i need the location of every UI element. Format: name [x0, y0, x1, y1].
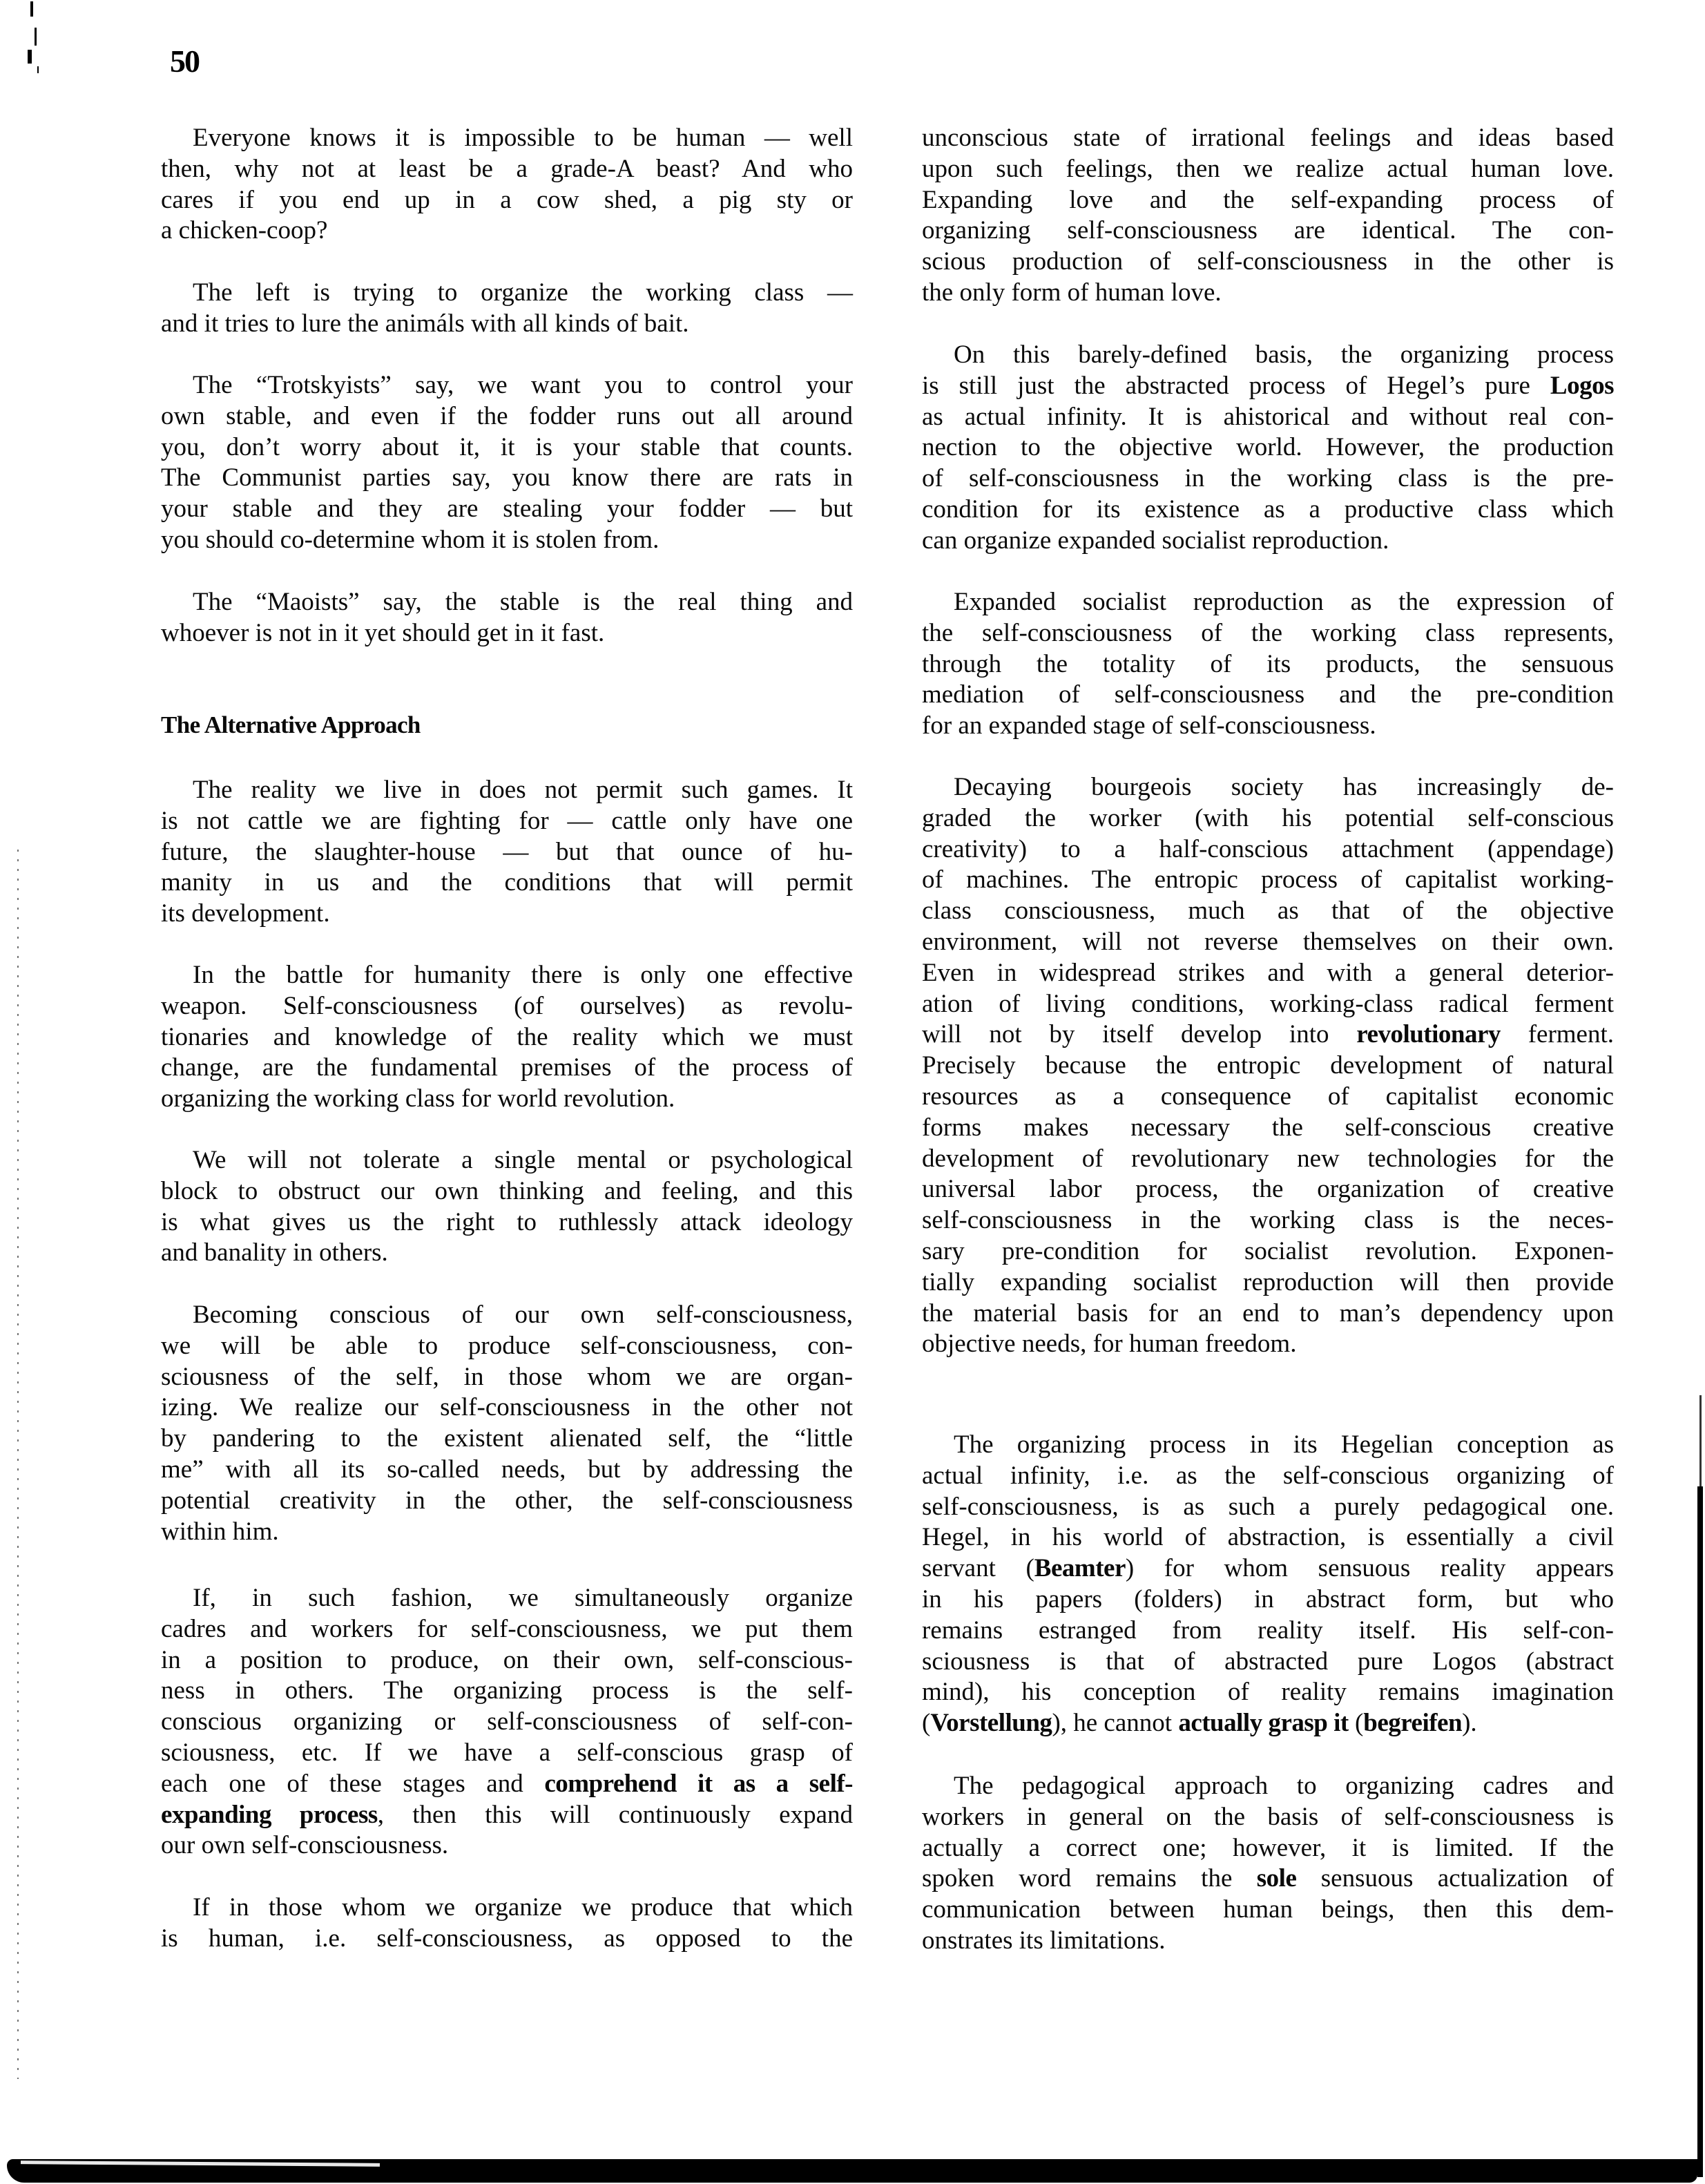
- text-line: [161, 1676, 853, 1707]
- text-line: [922, 1677, 1614, 1708]
- text-line: [922, 1051, 1614, 1082]
- text-run: The pedagogical approach to organizing cadres and: [954, 1772, 1614, 1800]
- bold-text: Logos: [1550, 371, 1614, 400]
- text-line: [161, 1331, 853, 1362]
- text-run: our own self-consciousness.: [161, 1831, 449, 1860]
- paragraph: [161, 1893, 853, 1955]
- scan-right-edge: [1697, 1486, 1703, 2177]
- text-line: [161, 618, 853, 649]
- text-line: [161, 1769, 853, 1800]
- text-run: sciousness of the self, in those whom we are organ-: [161, 1362, 853, 1391]
- text-line: [161, 775, 853, 806]
- text-run: remains estranged from reality itself. His self-con-: [922, 1616, 1614, 1645]
- text-run: organizing self-consciousness are identical. The con-: [922, 216, 1614, 245]
- text-line: [922, 1082, 1614, 1113]
- text-run: onstrates its limitations.: [922, 1926, 1166, 1955]
- text-line: [922, 1236, 1614, 1267]
- paragraph: [922, 1771, 1614, 1957]
- text-run: sciousness, etc. If we have a self-conscious grasp of: [161, 1738, 853, 1767]
- text-line: [161, 1176, 853, 1207]
- text-run: The “Trotskyists” say, we want you to control your: [193, 371, 853, 399]
- text-run: in his papers (folders) in abstract form, but who: [922, 1584, 1614, 1613]
- text-line: [922, 649, 1614, 680]
- text-line: [161, 1486, 853, 1517]
- text-line: [922, 1430, 1614, 1461]
- paragraph: [161, 1145, 853, 1269]
- text-run: the material basis for an end to man’s dependency upon: [922, 1299, 1614, 1328]
- text-run: servant (: [922, 1554, 1034, 1583]
- text-line: [922, 247, 1614, 278]
- text-line: [161, 837, 853, 868]
- text-run: If, in such fashion, we simultaneously organize: [193, 1584, 853, 1612]
- text-line: [922, 215, 1614, 247]
- bold-text: actually grasp it: [1178, 1709, 1349, 1738]
- text-run: graded the worker (with his potential self-conscious: [922, 803, 1614, 832]
- text-run: within him.: [161, 1517, 279, 1546]
- text-line: [161, 1392, 853, 1424]
- text-run: In the battle for humanity there is only one effective: [193, 961, 853, 989]
- text-run: The Communist parties say, you know there are rats in: [161, 463, 853, 492]
- text-line: [161, 525, 853, 556]
- text-run: you, don’t worry about it, it is your stable that counts.: [161, 432, 853, 461]
- text-line: [161, 991, 853, 1022]
- scan-left-edge-dashes: [17, 850, 19, 2079]
- text-run: Hegel, in his world of abstraction, is essentially a civil: [922, 1523, 1614, 1552]
- text-run: you should co-determine whom it is stolen from.: [161, 525, 659, 554]
- text-run: Expanded socialist reproduction as the expression of: [954, 588, 1614, 616]
- text-line: [922, 278, 1614, 309]
- text-run: Expanding love and the self-expanding process of: [922, 185, 1614, 214]
- text-run: the self-consciousness of the working class represents,: [922, 618, 1614, 647]
- text-run: for an expanded stage of self-consciousness.: [922, 711, 1376, 740]
- text-run: each one of these stages and: [161, 1769, 545, 1798]
- text-run: condition for its existence as a productive class which: [922, 495, 1614, 524]
- text-run: tially expanding socialist reproduction will then provide: [922, 1267, 1614, 1296]
- text-run: unconscious state of irrational feelings and ideas based: [922, 124, 1614, 152]
- text-line: [161, 868, 853, 899]
- text-run: and it tries to lure the animáls with all kinds of bait.: [161, 309, 689, 338]
- text-line: [922, 1144, 1614, 1175]
- text-run: sciousness is that of abstracted pure Logos (abstract: [922, 1647, 1614, 1676]
- text-line: [161, 463, 853, 494]
- text-line: [161, 806, 853, 837]
- scan-edge-marks: [25, 0, 46, 76]
- scan-right-edge-shadow: [1699, 1395, 1702, 1492]
- text-run: izing. We realize our self-consciousness in the other not: [161, 1393, 853, 1422]
- text-run: and banality in others.: [161, 1238, 388, 1267]
- text-run: is not cattle we are fighting for — cattle only have one: [161, 806, 853, 835]
- text-run: block to obstruct our own thinking and feeling, and this: [161, 1176, 853, 1205]
- text-line: [922, 185, 1614, 216]
- text-line: [161, 899, 853, 930]
- text-line: [161, 1583, 853, 1614]
- text-run: as actual infinity. It is ahistorical and without real con-: [922, 402, 1614, 431]
- text-line: [161, 587, 853, 618]
- text-run: in a position to produce, on their own, self-conscious-: [161, 1645, 853, 1674]
- text-run: me” with all its so-called needs, but by addressing the: [161, 1455, 853, 1484]
- text-line: [161, 494, 853, 525]
- text-line: [922, 1267, 1614, 1299]
- text-run: (: [1348, 1709, 1364, 1738]
- text-run: your stable and they are stealing your fodder — but: [161, 495, 853, 524]
- text-run: nection to the objective world. However, the production: [922, 433, 1614, 462]
- text-line: [161, 1053, 853, 1084]
- text-line: [922, 1329, 1614, 1360]
- text-run: development of revolutionary new technologies for the: [922, 1144, 1614, 1173]
- text-run: the only form of human love.: [922, 278, 1222, 307]
- text-run: workers in general on the basis of self-consciousness is: [922, 1802, 1614, 1831]
- text-run: The reality we live in does not permit such games. It: [193, 776, 853, 804]
- text-line: [161, 1924, 853, 1955]
- paragraph: [161, 960, 853, 1115]
- text-run: is still just the abstracted process of Hegel’s pure: [922, 371, 1550, 400]
- text-line: [161, 1022, 853, 1053]
- text-run: universal labor process, the organization of creative: [922, 1175, 1614, 1204]
- text-line: [922, 1019, 1614, 1051]
- text-line: [922, 371, 1614, 402]
- bold-text: Beamter: [1034, 1554, 1126, 1583]
- text-line: [161, 960, 853, 991]
- text-run: Everyone knows it is impossible to be human — well: [193, 124, 853, 152]
- paragraph: [922, 340, 1614, 557]
- text-line: [922, 432, 1614, 463]
- text-line: [161, 1362, 853, 1393]
- text-run: environment, will not reverse themselves on their own.: [922, 927, 1614, 956]
- text-line: [161, 1300, 853, 1331]
- text-line: [161, 370, 853, 401]
- text-run: The left is trying to organize the working class —: [193, 278, 853, 307]
- text-line: [161, 1707, 853, 1738]
- text-run: tionaries and knowledge of the reality which we must: [161, 1022, 853, 1051]
- text-line: [922, 123, 1614, 154]
- text-line: [922, 1616, 1614, 1647]
- paragraph: [161, 1583, 853, 1861]
- text-run: we will be able to produce self-consciousness, con-: [161, 1331, 853, 1360]
- text-run: self-consciousness in the working class is the neces-: [922, 1206, 1614, 1235]
- text-run: The “Maoists” say, the stable is the real thing and: [193, 588, 853, 616]
- paragraph: [922, 1430, 1614, 1739]
- text-line: [161, 309, 853, 340]
- text-line: [922, 1708, 1614, 1739]
- text-run: (: [922, 1709, 931, 1738]
- text-run: is what gives us the right to ruthlessly attack ideology: [161, 1207, 853, 1236]
- text-line: [161, 1084, 853, 1115]
- text-run: Precisely because the entropic development of natural: [922, 1051, 1614, 1080]
- text-line: [922, 1492, 1614, 1523]
- text-line: [161, 215, 853, 247]
- text-run: own stable, and even if the fodder runs out all around: [161, 401, 853, 430]
- text-line: [161, 1424, 853, 1455]
- paragraph: [922, 772, 1614, 1360]
- text-run: through the totality of its products, the sensuous: [922, 649, 1614, 678]
- text-line: [922, 1802, 1614, 1833]
- text-line: [922, 803, 1614, 834]
- text-run: class consciousness, much as that of the objective: [922, 897, 1614, 926]
- text-run: On this barely-defined basis, the organizing process: [954, 341, 1614, 369]
- text-run: organizing the working class for world revolution.: [161, 1084, 675, 1113]
- text-run: of machines. The entropic process of capitalist working-: [922, 865, 1614, 894]
- text-run: ) for whom sensuous reality appears: [1125, 1554, 1614, 1583]
- paragraph: [161, 123, 853, 247]
- text-run: creativity) to a half-conscious attachment (appendage): [922, 834, 1614, 863]
- paragraph: [161, 278, 853, 340]
- text-line: [922, 340, 1614, 371]
- text-run: If in those whom we organize we produce that which: [193, 1893, 853, 1922]
- text-line: [161, 154, 853, 185]
- text-run: , then this will continuously expand: [377, 1800, 853, 1829]
- text-line: [922, 463, 1614, 495]
- text-line: [922, 927, 1614, 958]
- text-run: sary pre-condition for socialist revolution. Exponen-: [922, 1236, 1614, 1265]
- text-line: [922, 865, 1614, 896]
- text-run: We will not tolerate a single mental or psychological: [193, 1146, 853, 1174]
- text-line: [161, 278, 853, 309]
- text-run: Becoming conscious of our own self-consciousness,: [193, 1301, 853, 1329]
- text-run: ), he cannot: [1052, 1709, 1179, 1738]
- text-run: whoever is not in it yet should get in it fast.: [161, 618, 605, 647]
- text-run: potential creativity in the other, the self-consciousness: [161, 1486, 853, 1515]
- text-line: [922, 1174, 1614, 1205]
- text-line: [922, 834, 1614, 865]
- text-line: [161, 1893, 853, 1924]
- text-line: [922, 587, 1614, 618]
- text-line: [922, 896, 1614, 927]
- text-line: [922, 618, 1614, 649]
- text-run: communication between human beings, then this dem-: [922, 1895, 1614, 1924]
- text-run: its development.: [161, 899, 330, 928]
- text-line: [161, 432, 853, 463]
- text-run: spoken word remains the: [922, 1864, 1257, 1893]
- text-line: [922, 711, 1614, 742]
- text-run: ation of living conditions, working-class radical ferment: [922, 989, 1614, 1018]
- text-line: [161, 1800, 853, 1831]
- paragraph: [161, 775, 853, 930]
- text-run: Even in widespread strikes and with a general deterior-: [922, 958, 1614, 987]
- paragraph: [161, 370, 853, 556]
- text-line: [922, 1113, 1614, 1144]
- text-line: [161, 1517, 853, 1548]
- text-run: scious production of self-consciousness in the other is: [922, 247, 1614, 276]
- text-line: [161, 1614, 853, 1645]
- bold-text: comprehend it as a self-: [544, 1769, 853, 1798]
- text-run: sensuous actualization of: [1296, 1864, 1614, 1893]
- text-line: [922, 402, 1614, 433]
- text-run: actual infinity, i.e. as the self-conscious organizing of: [922, 1461, 1614, 1490]
- text-run: cares if you end up in a cow shed, a pig sty or: [161, 185, 853, 214]
- bold-text: sole: [1256, 1864, 1297, 1893]
- paragraph: [922, 587, 1614, 742]
- text-line: [922, 989, 1614, 1020]
- text-run: The organizing process in its Hegelian conception as: [954, 1430, 1614, 1459]
- text-line: [922, 1522, 1614, 1553]
- text-line: [922, 1895, 1614, 1926]
- text-run: conscious organizing or self-consciousness of self-con-: [161, 1707, 853, 1736]
- text-run: upon such feelings, then we realize actual human love.: [922, 154, 1614, 183]
- text-line: [922, 154, 1614, 185]
- text-run: resources as a consequence of capitalist economic: [922, 1082, 1614, 1111]
- paragraph: [922, 123, 1614, 309]
- text-run: ferment.: [1500, 1020, 1614, 1049]
- section-heading: The Alternative Approach: [161, 711, 421, 738]
- text-line: [922, 1926, 1614, 1957]
- text-line: [922, 1864, 1614, 1895]
- text-run: future, the slaughter-house — but that ounce of hu-: [161, 837, 853, 866]
- text-run: Decaying bourgeois society has increasingly de-: [954, 773, 1614, 801]
- text-line: [161, 1207, 853, 1238]
- text-run: is human, i.e. self-consciousness, as opposed to the: [161, 1924, 853, 1953]
- bold-text: Vorstellung: [930, 1709, 1052, 1738]
- text-line: [922, 1771, 1614, 1802]
- text-run: by pandering to the existent alienated self, the “little: [161, 1424, 853, 1453]
- text-line: [922, 526, 1614, 557]
- text-line: [161, 123, 853, 154]
- text-run: weapon. Self-consciousness (of ourselves) as revolu-: [161, 991, 853, 1020]
- text-run: a chicken-coop?: [161, 216, 328, 245]
- text-line: [922, 772, 1614, 803]
- text-line: [922, 1461, 1614, 1492]
- text-run: change, are the fundamental premises of the process of: [161, 1053, 853, 1082]
- text-line: [922, 1647, 1614, 1678]
- text-line: [922, 680, 1614, 711]
- text-line: [922, 1833, 1614, 1864]
- text-run: will not by itself develop into: [922, 1020, 1357, 1049]
- text-line: [161, 1830, 853, 1861]
- text-run: manity in us and the conditions that will permit: [161, 868, 853, 897]
- text-line: [922, 1584, 1614, 1616]
- bold-text: begreifen: [1363, 1709, 1463, 1738]
- paragraph: [161, 1300, 853, 1547]
- page-number: 50: [170, 44, 199, 79]
- text-line: [922, 1205, 1614, 1236]
- text-run: can organize expanded socialist reproduction.: [922, 526, 1389, 555]
- text-run: then, why not at least be a grade-A beast? And who: [161, 154, 853, 183]
- text-run: cadres and workers for self-consciousness, we put them: [161, 1614, 853, 1643]
- bold-text: expanding process: [161, 1800, 378, 1829]
- text-line: [922, 958, 1614, 989]
- text-run: mediation of self-consciousness and the pre-condition: [922, 680, 1614, 709]
- text-line: [922, 1299, 1614, 1330]
- text-line: [161, 1145, 853, 1176]
- text-run: actually a correct one; however, it is limited. If the: [922, 1833, 1614, 1862]
- text-line: [922, 1553, 1614, 1584]
- text-run: self-consciousness, is as such a purely pedagogical one.: [922, 1492, 1614, 1521]
- paragraph: [161, 587, 853, 649]
- text-run: ness in others. The organizing process is the self-: [161, 1676, 853, 1705]
- text-run: forms makes necessary the self-conscious creative: [922, 1113, 1614, 1142]
- text-line: [161, 1738, 853, 1769]
- text-line: [161, 1645, 853, 1676]
- text-line: [161, 1455, 853, 1486]
- bold-text: revolutionary: [1356, 1020, 1501, 1049]
- text-run: objective needs, for human freedom.: [922, 1330, 1297, 1359]
- text-run: ).: [1462, 1709, 1477, 1738]
- text-line: [161, 185, 853, 216]
- text-line: [922, 495, 1614, 526]
- text-run: of self-consciousness in the working class is the pre-: [922, 464, 1614, 493]
- text-line: [161, 1238, 853, 1269]
- text-run: mind), his conception of reality remains imagination: [922, 1678, 1614, 1707]
- text-line: [161, 401, 853, 432]
